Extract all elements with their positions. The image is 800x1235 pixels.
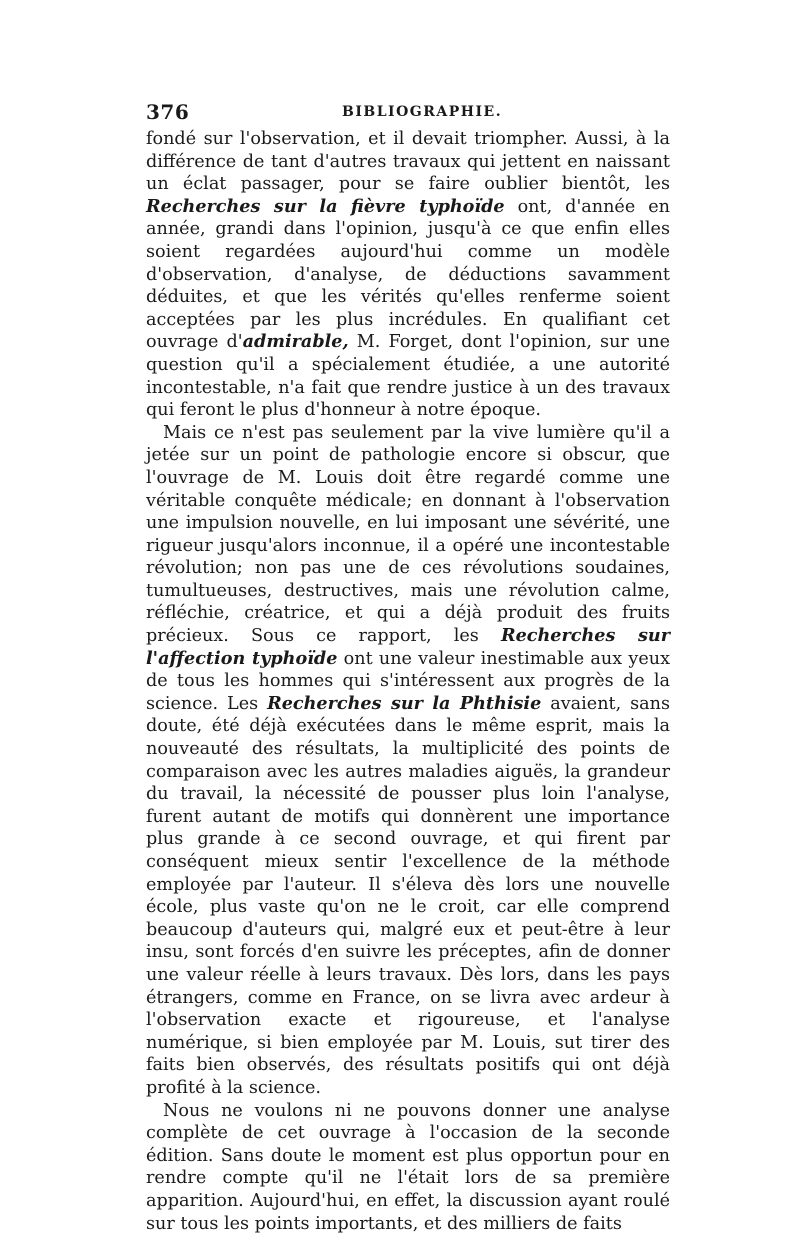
paragraph-3: Nous ne voulons ni ne pouvons donner une analyse complète de cet ouvrage à l'occasion de la seconde édition. Sans doute le moment est plus opportun pour en rendre compte qu'il ne l'était lors de sa première apparition. Aujourd'hui, en effet, la discussion ayant roulé sur tous les points importants, et des milliers de faits	[146, 1100, 670, 1234]
paragraph-1-text-a: fondé sur l'observation, et il devait triompher. Aussi, à la différence de tant d'autres travaux qui jettent en naissant un éclat passager, pour se faire oublier bientôt, les	[146, 129, 670, 195]
paragraph-1-text-b: ont, d'année en année, grandi dans l'opinion, jusqu'à ce que enfin elles soient regardées aujourd'hui comme un modèle d'observation, d'analyse, de déductions savamment déduites, et que les vérités qu'elles renferme soient acceptées par les plus incrédules. En qualifiant cet ouvrage d'	[146, 196, 670, 353]
paragraph-2-title-ref-1: Recherches sur l'affection typhoïde	[146, 625, 670, 669]
page-number: 376	[146, 100, 190, 124]
paragraph-2-text-b: ont une valeur inestimable aux yeux de tous les hommes qui s'intéressent aux progrès de la science. Les	[146, 648, 671, 714]
paragraph-1-emphasis: admirable,	[242, 331, 349, 353]
running-head: BIBLIOGRAPHIE.	[342, 104, 503, 120]
paragraph-1	[146, 128, 670, 422]
paragraph-2-text-c: avaient, sans doute, été déjà exécutées dans le même esprit, mais la nouveauté des résultats, la multiplicité des points de comparaison avec les autres maladies aiguës, la grandeur du travail, la nécessité de pousser plus loin l'analyse, furent autant de motifs qui donnèrent une importance plus grande à ce second ouvrage, et qui firent par conséquent mieux sentir l'excellence de la méthode employée par l'auteur. Il s'éleva dès lors une nouvelle école, plus vaste qu'on ne le croit, car elle comprend beaucoup d'auteurs qui, malgré eux et peut-être à leur insu, sont forcés d'en suivre les préceptes, afin de donner une valeur réelle à leurs travaux. Dès lors, dans les pays étrangers, comme en France, on se livra avec ardeur à l'observation exacte et rigoureuse, et l'analyse numérique, si bien employée par M. Louis, sut tirer des faits bien observés, des résultats positifs qui ont déjà profité à la science.	[146, 693, 671, 1098]
paragraph-1-text-c: M. Forget, dont l'opinion, sur une question qu'il a spécialement étudiée, a une autorité incontestable, n'a fait que rendre justice à un des travaux qui feront le plus d'honneur à notre époque.	[146, 332, 670, 421]
page-header	[146, 100, 670, 124]
paragraph-2-title-ref-2: Recherches sur la Phthisie	[267, 692, 542, 714]
body-text	[146, 128, 670, 1235]
paragraph-1-title-ref: Recherches sur la fièvre typhoïde	[146, 195, 505, 217]
paragraph-2-text-a: Mais ce n'est pas seulement par la vive lumière qu'il a jetée sur un point de pathologie encore si obscur, que l'ouvrage de M. Louis doit être regardé comme une véritable conquête médicale; en donnant à l'observation une impulsion nouvelle, en lui imposant une sévérité, une rigueur jusqu'alors inconnue, il a opéré une incontestable révolution; non pas une de ces révolutions soudaines, tumultueuses, destructives, mais une révolution calme, réfléchie, créatrice, et qui a déjà produit des fruits précieux. Sous ce rapport, les	[146, 422, 670, 647]
paragraph-2	[146, 422, 670, 1100]
